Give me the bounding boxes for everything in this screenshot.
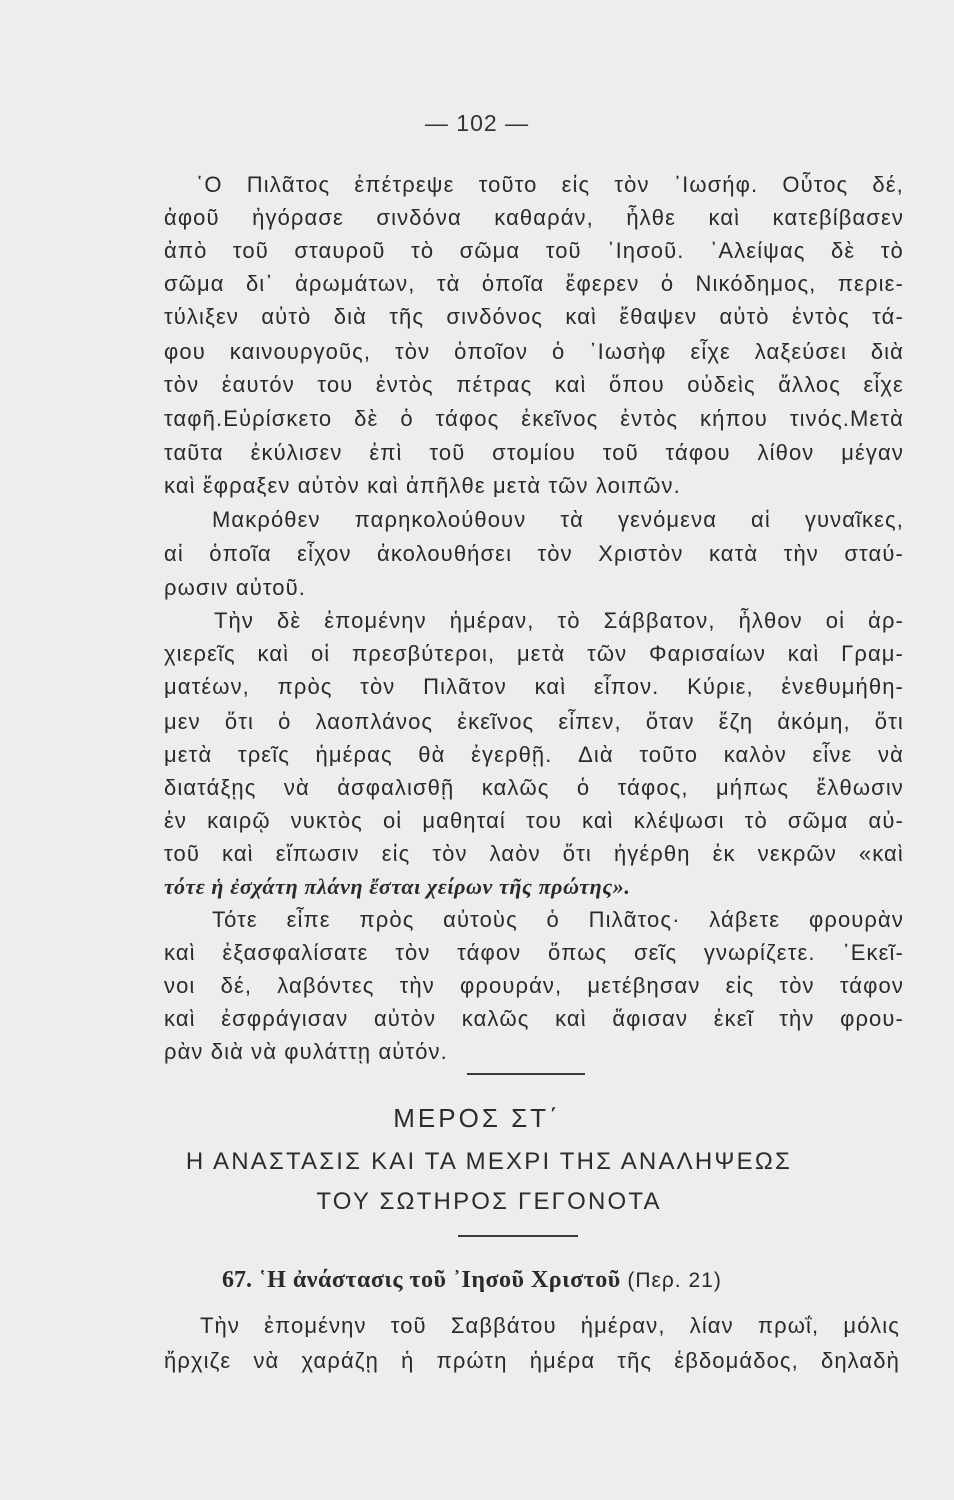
word: πέτρας	[456, 372, 533, 397]
word: σταύ-	[844, 541, 904, 566]
word: ὅπως	[547, 940, 608, 965]
word: ταῦτα	[164, 440, 224, 465]
word: νὰ	[283, 775, 310, 800]
text-line	[200, 1311, 900, 1341]
word: Πιλᾶτος	[246, 172, 331, 197]
word: ὁ	[576, 775, 591, 800]
part-heading: ΜΕΡΟΣ ΣΤ΄	[393, 1103, 561, 1133]
word: Τότε	[212, 907, 258, 932]
word: αὐτοὺς	[443, 907, 518, 932]
word: σεῖς	[633, 940, 678, 965]
word: οἱ	[825, 608, 846, 633]
word: τοῦ	[429, 440, 466, 465]
word: λίθον	[757, 440, 815, 465]
word: γενόμενα	[617, 507, 718, 532]
word: ἠγόρασε	[252, 205, 344, 230]
word: γνωρίζετε.	[703, 940, 816, 965]
word: ἡ	[401, 1348, 415, 1373]
word: τὸν	[395, 940, 431, 965]
word: ἔφερεν	[565, 271, 640, 296]
word: στομίου	[492, 440, 576, 465]
word: εἰς	[381, 841, 411, 866]
word: πρωΐ,	[757, 1313, 820, 1338]
word: τὸν	[360, 674, 396, 699]
word: ἐκεῖνος	[457, 709, 535, 734]
word: τῶν	[587, 641, 628, 666]
word: ᾿Ιησοῦ.	[607, 238, 685, 263]
word: τὸν	[432, 841, 468, 866]
word: καλῶς	[481, 775, 550, 800]
word: ὅτι	[874, 709, 904, 734]
text-line	[164, 438, 904, 468]
word: ἀσφαλισθῇ	[337, 775, 455, 800]
text-line	[164, 839, 904, 869]
word: ἑαυτόν	[221, 372, 295, 397]
word: κλέψωσι	[633, 808, 725, 833]
word: ἔθαψεν	[619, 304, 698, 329]
word: Κύριε,	[687, 674, 754, 699]
word: ὅπου	[608, 372, 665, 397]
word: ἀρ-	[868, 608, 904, 633]
text-line	[164, 806, 904, 836]
word: ἦλθε	[626, 205, 677, 230]
word: σῶμα	[787, 808, 849, 833]
word: ἐπὶ	[369, 440, 403, 465]
text-line	[196, 170, 904, 200]
word: οὐδεὶς	[687, 372, 756, 397]
word: τοῦ	[390, 1313, 427, 1338]
word: ὁ	[660, 271, 675, 296]
text-line	[164, 1346, 900, 1376]
word: ἀκολουθήσει	[377, 541, 513, 566]
word: ὅτι	[224, 709, 254, 734]
word: ἤρχιζε	[164, 1348, 232, 1373]
word: τινός.Μετὰ	[789, 406, 904, 431]
word: αὐτὸ	[261, 304, 312, 329]
word: ὁποῖα	[209, 541, 272, 566]
word: τάφος,	[617, 775, 689, 800]
word: ᾿Ιωσὴφ	[589, 339, 667, 364]
word: θὰ	[418, 742, 446, 767]
word: καινουργοῦς,	[229, 339, 372, 364]
word: ἐκεῖνος	[521, 406, 599, 431]
word: εἶπε	[286, 907, 331, 932]
word: τάφος	[435, 406, 500, 431]
word: σῶμα	[164, 271, 225, 296]
word: λαοπλάνος	[315, 709, 434, 734]
word: δὲ	[830, 238, 856, 263]
text-line	[164, 773, 904, 803]
word: ἀφοῦ	[164, 205, 220, 230]
word: ματέων,	[164, 674, 250, 699]
word: καὶ	[164, 1006, 196, 1031]
word: εἶχον	[297, 541, 352, 566]
word: τὴν	[779, 1006, 815, 1031]
word: φρουρὰν	[808, 907, 904, 932]
word: κατεβίβασεν	[772, 205, 904, 230]
word: δέ,	[220, 973, 253, 998]
word: μόλις	[843, 1313, 900, 1338]
word: Γραμ-	[841, 641, 904, 666]
word: ἐξασφαλίσατε	[222, 940, 369, 965]
text-line: καὶ ἔφραξεν αὐτὸν καὶ ἀπῆλθε μετὰ τῶν λοιπῶν.	[164, 473, 681, 498]
section-title: ῾Η ἀνάστασις τοῦ ᾿Ιησοῦ Χριστοῦ	[258, 1267, 621, 1293]
word: πρώτη	[436, 1348, 508, 1373]
page-number: — 102 —	[424, 110, 530, 136]
word: ἄλλος	[778, 372, 841, 397]
word: διὰ	[333, 304, 367, 329]
word: ὁποῖον	[454, 339, 529, 364]
word: καιρῷ	[207, 808, 271, 833]
word: καλὸν	[723, 742, 787, 767]
text-line: ρὰν διὰ νὰ φυλάττῃ αὐτόν.	[164, 1039, 448, 1064]
section-number: 67.	[222, 1267, 252, 1293]
word: Τὴν	[214, 608, 254, 633]
word: σινδόνος	[446, 304, 544, 329]
word: ὅταν	[645, 709, 695, 734]
word: ἡμέρα	[529, 1348, 596, 1373]
word: οἱ	[310, 641, 331, 666]
word: τοῦτο	[639, 742, 699, 767]
word: εἶχε	[690, 339, 731, 364]
word: «καὶ	[858, 841, 904, 866]
word: ἀρωμάτων,	[295, 271, 416, 296]
word: φρου-	[840, 1006, 904, 1031]
word: τὸν	[537, 541, 573, 566]
word: ἑβδομάδος,	[674, 1348, 799, 1373]
word: εἰς	[725, 973, 755, 998]
text-line	[212, 905, 904, 935]
word: αἱ	[164, 541, 184, 566]
word: τὸν	[394, 339, 431, 364]
word: Μακρόθεν	[212, 507, 321, 532]
word: εἶχε	[863, 372, 904, 397]
word: μετὰ	[164, 742, 213, 767]
word: ἐν	[164, 808, 188, 833]
word: γυναῖκες,	[804, 507, 904, 532]
word: ἐγερθῇ.	[471, 742, 553, 767]
word: Διὰ	[578, 742, 614, 767]
word: Σαββάτου	[450, 1313, 557, 1338]
word: μεν	[164, 709, 201, 734]
word: ὁ	[552, 339, 566, 364]
word: λαβόντες	[277, 973, 375, 998]
word: ῾Ο	[196, 172, 223, 197]
word: ἀκόμη,	[777, 709, 851, 734]
text-line	[164, 302, 904, 332]
word: καὶ	[708, 205, 741, 230]
word: ἄφισαν	[612, 1006, 689, 1031]
section-reference: (Περ. 21)	[627, 1269, 722, 1292]
word: τὸ	[880, 238, 904, 263]
word: νοι	[164, 973, 196, 998]
word: λίαν	[689, 1313, 734, 1338]
word: τὰ	[560, 507, 584, 532]
word: εἶνε	[812, 742, 853, 767]
word: αὐ-	[868, 808, 904, 833]
word: λαὸν	[489, 841, 541, 866]
divider-rule	[467, 1073, 585, 1075]
word: νὰ	[253, 1348, 280, 1373]
word: τῆς	[617, 1348, 653, 1373]
word: εἶπον.	[593, 674, 660, 699]
word: τοῦτο	[478, 172, 538, 197]
word: ἐκ	[712, 841, 736, 866]
word: διὰ	[870, 339, 904, 364]
part-title-line-2: ΤΟΥ ΣΩΤΗΡΟΣ ΓΕΓΟΝΟΤΑ	[316, 1188, 662, 1215]
word: τὸν	[614, 172, 650, 197]
word: τὴν	[399, 973, 435, 998]
word: λάβετε	[709, 907, 781, 932]
word: ἔζη	[718, 709, 754, 734]
text-line	[164, 971, 904, 1001]
word: καὶ	[534, 674, 567, 699]
text-line	[164, 740, 904, 770]
word: εἰς	[561, 172, 591, 197]
word: δέ,	[872, 172, 904, 197]
word: καὶ	[222, 841, 254, 866]
text-line	[164, 639, 904, 669]
word: καλῶς	[461, 1006, 530, 1031]
text-line	[164, 707, 904, 737]
word: ἐπομένην	[264, 1313, 367, 1338]
word: Σάββατον,	[603, 608, 716, 633]
word: τὰ	[436, 271, 461, 296]
word: πρὸς	[277, 674, 333, 699]
word: τάφον	[457, 940, 522, 965]
word: δι᾿	[245, 271, 274, 296]
word: Τὴν	[200, 1313, 240, 1338]
word: τὸν	[779, 973, 815, 998]
word: πρὸς	[359, 907, 415, 932]
word: ᾿Αλείψας	[709, 238, 806, 263]
word: τά-	[872, 304, 904, 329]
word: αἱ	[751, 507, 771, 532]
word: εἶπεν,	[558, 709, 622, 734]
word: πρεσβύτεροι,	[352, 641, 496, 666]
word: ἀπὸ	[164, 238, 208, 263]
word: καὶ	[787, 641, 820, 666]
word: φου	[164, 339, 206, 364]
word: σταυροῦ	[294, 238, 386, 263]
text-line	[164, 236, 904, 266]
word: τῆς	[389, 304, 425, 329]
word: καὶ	[257, 641, 290, 666]
word: μαθηταί	[422, 808, 506, 833]
text-line	[164, 1004, 904, 1034]
word: καὶ	[555, 1006, 587, 1031]
word: λαξεύσει	[754, 339, 847, 364]
word: μετὰ	[517, 641, 566, 666]
word: ᾿Ιωσήφ.	[673, 172, 759, 197]
word: ἐνεθυμήθη-	[781, 674, 904, 699]
text-line	[164, 539, 904, 569]
word: ἐκύλισεν	[250, 440, 343, 465]
word: τάφου	[665, 440, 731, 465]
word: ἐπέτρεψε	[354, 172, 455, 197]
word: νυκτὸς	[290, 808, 363, 833]
word: ἡμέραν,	[580, 1313, 666, 1338]
word: κατὰ	[708, 541, 759, 566]
word: διατάξῃς	[164, 775, 257, 800]
text-line	[214, 606, 904, 636]
word: τὸ	[557, 608, 581, 633]
word: ἡμέρας	[315, 742, 393, 767]
word: νὰ	[878, 742, 904, 767]
word: τάφον	[839, 973, 904, 998]
word: τὸ	[411, 238, 435, 263]
word: ἐντὸς	[791, 304, 850, 329]
word: ἔλθωσιν	[816, 775, 904, 800]
divider-rule	[458, 1235, 578, 1237]
word: τοῦ	[602, 440, 639, 465]
word: καθαράν,	[494, 205, 594, 230]
word: τοῦ	[164, 841, 200, 866]
word: οἱ	[382, 808, 403, 833]
word: φρουράν,	[460, 973, 563, 998]
word: ἠγέρθη	[613, 841, 691, 866]
word: ἡμέραν,	[449, 608, 535, 633]
word: ταφῆ.Εὑρίσκετο	[164, 406, 333, 431]
word: εἴπωσιν	[275, 841, 360, 866]
word: τοῦ	[545, 238, 582, 263]
word: χιερεῖς	[164, 641, 236, 666]
word: καὶ	[554, 372, 587, 397]
word: Οὗτος	[782, 172, 849, 197]
text-line	[164, 370, 904, 400]
word: κήπου	[700, 406, 768, 431]
part-title-line-1: Η ΑΝΑΣΤΑΣΙΣ ΚΑΙ ΤΑ ΜΕΧΡΙ ΤΗΣ ΑΝΑΛΗΨΕΩΣ	[185, 1148, 793, 1175]
word: Νικόδημος,	[695, 271, 817, 296]
word: τὴν	[783, 541, 819, 566]
word: του	[317, 372, 354, 397]
word: ἐκεῖ	[713, 1006, 754, 1031]
word: καὶ	[565, 304, 597, 329]
text-line	[212, 505, 904, 535]
text-line	[164, 672, 904, 702]
word: καὶ	[582, 808, 614, 833]
text-line: ρωσιν αὐτοῦ.	[164, 575, 306, 600]
text-line	[164, 337, 904, 367]
word: σῶμα	[459, 238, 521, 263]
word: ἐντὸς	[375, 372, 434, 397]
word: δὲ	[354, 406, 379, 431]
word: ὅτι	[562, 841, 592, 866]
word: ἦλθον	[738, 608, 803, 633]
word: Πιλᾶτος·	[588, 907, 681, 932]
word: τὸν	[164, 372, 200, 397]
text-line	[164, 203, 904, 233]
word: περιε-	[837, 271, 904, 296]
word: μετέβησαν	[587, 973, 701, 998]
word: ᾿Εκεῖ-	[842, 940, 904, 965]
text-line	[164, 938, 904, 968]
word: νεκρῶν	[757, 841, 837, 866]
text-line-italic: τότε ἡ ἐσχάτη πλάνη ἔσται χείρων τῆς πρώτης».	[164, 874, 631, 899]
text-line	[164, 269, 904, 299]
word: Χριστὸν	[598, 541, 684, 566]
word: τρεῖς	[237, 742, 290, 767]
word: μήπως	[716, 775, 790, 800]
word: παρηκολούθουν	[354, 507, 527, 532]
word: Φαρισαίων	[649, 641, 766, 666]
word: δὲ	[276, 608, 302, 633]
word: ὁποῖα	[481, 271, 545, 296]
word: ὁ	[546, 907, 560, 932]
text-line	[164, 404, 904, 434]
word: ὁ	[278, 709, 292, 734]
word: αὐτὸν	[373, 1006, 437, 1031]
word: ἐπομένην	[324, 608, 427, 633]
word: ὁ	[400, 406, 414, 431]
word: Πιλᾶτον	[423, 674, 507, 699]
section-heading	[222, 1266, 722, 1294]
word: αὐτὸ	[719, 304, 770, 329]
word: τύλιξεν	[164, 304, 239, 329]
word: τὸ	[744, 808, 768, 833]
word: καὶ	[164, 940, 196, 965]
word: ἐσφράγισαν	[221, 1006, 349, 1031]
word: δηλαδὴ	[820, 1348, 900, 1373]
word: χαράζῃ	[301, 1348, 379, 1373]
word: τοῦ	[232, 238, 269, 263]
word: του	[526, 808, 562, 833]
word: ἐντὸς	[620, 406, 679, 431]
word: σινδόνα	[376, 205, 462, 230]
word: μέγαν	[841, 440, 904, 465]
